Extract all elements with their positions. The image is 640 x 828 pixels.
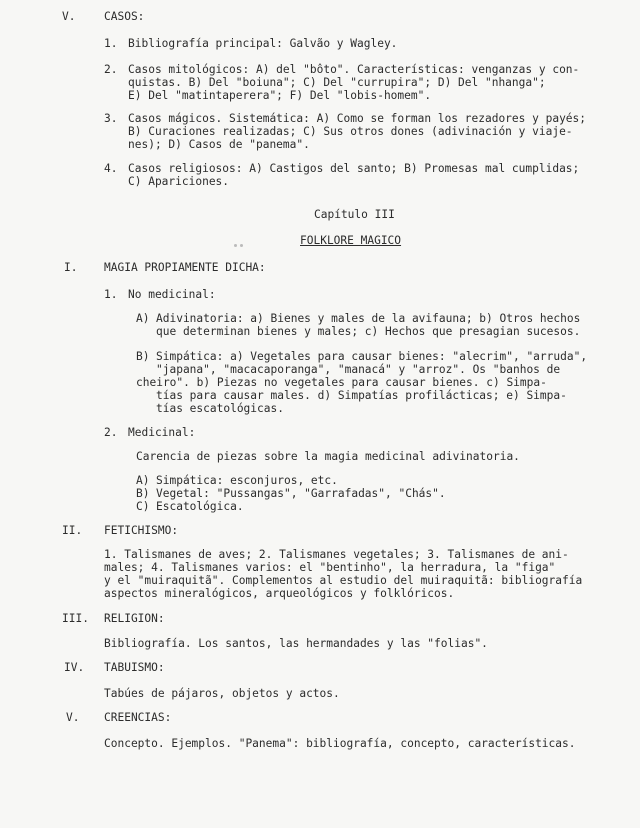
item-number: 2.	[104, 63, 118, 76]
item-letter: B)	[136, 487, 150, 500]
section-numeral: V.	[62, 10, 76, 23]
item-number: 1.	[104, 37, 118, 50]
body-line: Tabúes de pájaros, objetos y actos.	[104, 687, 340, 700]
body-line: y el "muiraquitã". Complementos al estudio del muiraquitã: bibliografía	[104, 574, 583, 587]
item-line: tías para causar males. d) Simpatías profilácticas; e) Simpa-	[156, 389, 567, 402]
body-line: Bibliografía. Los santos, las hermandades y las "folias".	[104, 637, 488, 650]
item-line: Casos mágicos. Sistemática: A) Como se forman los rezadores y payés;	[128, 112, 587, 125]
item-number: 4.	[104, 162, 118, 175]
item-line: Casos religiosos: A) Castigos del santo; B) Promesas mal cumplidas;	[128, 162, 580, 175]
item-line: tías escatológicas.	[156, 402, 284, 415]
item-line: Bibliografía principal: Galvão y Wagley.	[128, 37, 398, 50]
section-numeral: III.	[62, 612, 89, 625]
sub-number: 2.	[104, 426, 118, 439]
item-line: Vegetal: "Pussangas", "Garrafadas", "Chás".	[156, 487, 446, 500]
scan-speck	[240, 244, 243, 247]
section-title: MAGIA PROPIAMENTE DICHA:	[104, 261, 266, 274]
section-numeral: I.	[64, 261, 78, 274]
item-line: "japana", "macacaporanga", "manacá" y "arroz". Os "banhos de	[156, 363, 561, 376]
section-title: RELIGION:	[104, 612, 165, 625]
section-numeral: V.	[66, 711, 80, 724]
section-title: CREENCIAS:	[104, 711, 172, 724]
item-line: E) Del "matintaperera"; F) Del "lobis-homem".	[128, 89, 432, 102]
item-letter: C)	[136, 500, 150, 513]
item-line: B) Curaciones realizadas; C) Sus otros dones (adivinación y viaje-	[128, 125, 573, 138]
item-line: quistas. B) Del "boiuna"; C) Del "currupira"; D) Del "nhanga";	[128, 76, 546, 89]
item-letter: A)	[136, 312, 150, 325]
sub-title: Medicinal:	[128, 426, 196, 439]
item-number: 3.	[104, 112, 118, 125]
item-line: C) Apariciones.	[128, 175, 230, 188]
sub-title: No medicinal:	[128, 288, 216, 301]
body-line: Concepto. Ejemplos. "Panema": bibliografía, concepto, características.	[104, 737, 576, 750]
item-line: Simpática: esconjuros, etc.	[156, 474, 338, 487]
section-title: TABUISMO:	[104, 661, 165, 674]
item-line: Simpática: a) Vegetales para causar bienes: "alecrim", "arruda",	[156, 350, 588, 363]
item-line: cheiro". b) Piezas no vegetales para causar bienes. c) Simpa-	[136, 376, 547, 389]
chapter-title: FOLKLORE MAGICO	[300, 234, 402, 247]
section-title: FETICHISMO:	[104, 524, 179, 537]
item-letter: B)	[136, 350, 150, 363]
scan-speck	[234, 244, 237, 247]
body-line: males; 4. Talismanes varios: el "bentinho", la herradura, la "figa"	[104, 561, 556, 574]
section-numeral: II.	[62, 524, 83, 537]
sub-number: 1.	[104, 288, 118, 301]
item-letter: A)	[136, 474, 150, 487]
chapter-label: Capítulo III	[314, 208, 395, 221]
section-numeral: IV.	[64, 661, 85, 674]
body-line: 1. Talismanes de aves; 2. Talismanes vegetales; 3. Talismanes de ani-	[104, 548, 569, 561]
body-line: aspectos mineralógicos, arqueológicos y folklóricos.	[104, 587, 455, 600]
item-line: que determinan bienes y males; c) Hechos que presagian sucesos.	[156, 325, 581, 338]
item-line: Adivinatoria: a) Bienes y males de la avifauna; b) Otros hechos	[156, 312, 581, 325]
note-line: Carencia de piezas sobre la magia medicinal adivinatoria.	[136, 450, 520, 463]
item-line: Escatológica.	[156, 500, 244, 513]
item-line: Casos mitológicos: A) del "bôto". Características: venganzas y con-	[128, 63, 580, 76]
section-title: CASOS:	[104, 10, 145, 23]
item-line: nes); D) Casos de "panema".	[128, 138, 310, 151]
